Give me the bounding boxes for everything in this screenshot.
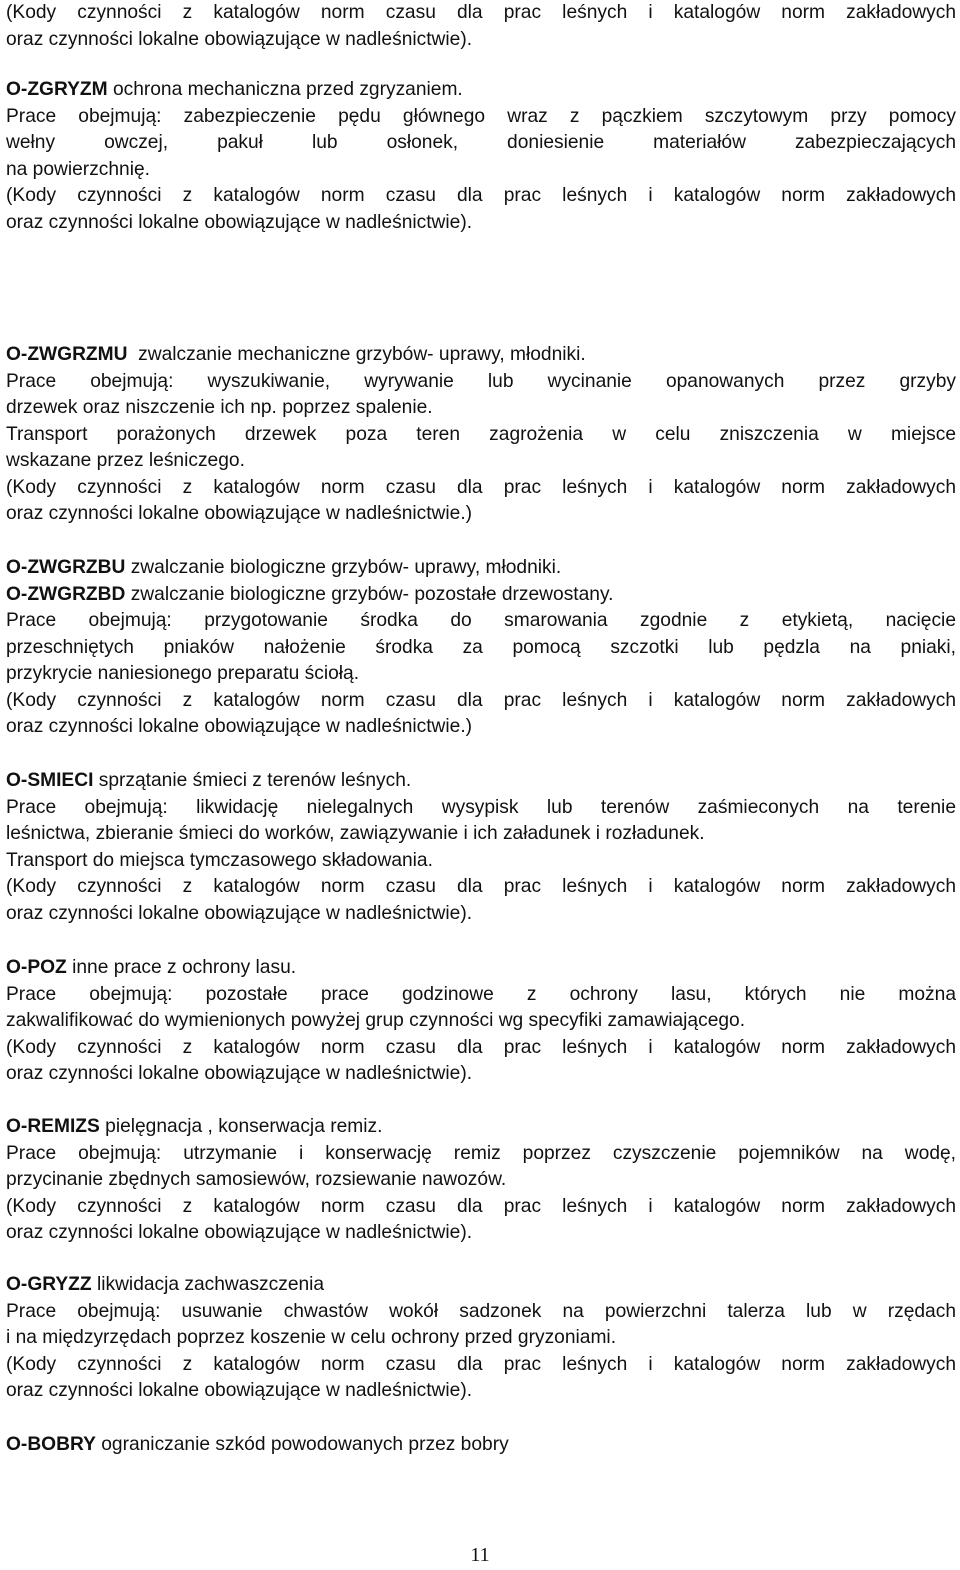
section-heading [6,1432,956,1459]
kody-note-top [6,0,956,53]
body-line: Prace obejmują: przygotowanie środka do smarowania zgodnie z etykietą, nacięcie [6,610,956,631]
body-line: Prace obejmują: pozostałe prace godzinowe z ochrony lasu, których nie można [6,983,956,1005]
body-line: Prace obejmują: zabezpieczenie pędu głównego wraz z pączkiem szczytowym przy pomocy [6,105,956,127]
section-o-remizs [6,1114,956,1247]
section-heading [6,1114,956,1141]
body-line: (Kody czynności z katalogów norm czasu dla prac leśnych i katalogów norm zakładowych [6,476,956,498]
body-line: Prace obejmują: utrzymanie i konserwację remiz poprzez czyszczenie pojemników na wodę, [6,1142,956,1164]
section-o-zgryzm [6,77,956,236]
body-line: Transport do miejsca tymczasowego składowania. [6,849,433,871]
section-title: ograniczanie szkód powodowanych przez bobry [95,1434,509,1455]
section-code: O-SMIECI [6,770,94,791]
section-title: sprzątanie śmieci z terenów leśnych. [93,770,412,791]
section-code: O-BOBRY [6,1434,96,1455]
section-o-bobry [6,1432,956,1459]
section-title: pielęgnacja , konserwacja remiz. [99,1116,383,1137]
body-line: przeschniętych pniaków nałożenie środka za pomocą szczotki lub pędzla na pniaki, [6,636,956,658]
body-line: Prace obejmują: usuwanie chwastów wokół sadzonek na powierzchni talerza lub w rzędach [6,1300,956,1322]
section-code: O-ZWGRZMU [6,344,128,365]
section-title: inne prace z ochrony lasu. [66,957,297,978]
section-title: zwalczanie biologiczne grzybów- uprawy, młodniki. [125,557,562,578]
body-line: oraz czynności lokalne obowiązujące w nadleśnictwie). [6,902,473,924]
body-line: oraz czynności lokalne obowiązujące w nadleśnictwie). [6,1380,473,1401]
body-line: i na międzyrzędach poprzez koszenie w celu ochrony przed gryzoniami. [6,1327,617,1348]
body-line: wełny owczej, pakuł lub osłonek, doniesienie materiałów zabezpieczających [6,132,956,153]
body-line: Prace obejmują: likwidację nielegalnych wysypisk lub terenów zaśmieconych na terenie [6,796,956,818]
section-heading [6,555,956,582]
body-line: (Kody czynności z katalogów norm czasu dla prac leśnych i katalogów norm zakładowych [6,876,956,897]
section-title: likwidacja zachwaszczenia [91,1274,325,1295]
section-title: ochrona mechaniczna przed zgryzaniem. [107,79,463,100]
body-line: oraz czynności lokalne obowiązujące w nadleśnictwie). [6,1222,473,1243]
page-number: 11 [470,1544,490,1566]
body-line: przykrycie naniesionego preparatu ściołą. [6,663,360,684]
body-line: oraz czynności lokalne obowiązujące w nadleśnictwie). [6,211,473,233]
section-title: zwalczanie biologiczne grzybów- pozostałe drzewostany. [125,583,614,605]
section-code: O-GRYZZ [6,1274,92,1295]
body-line: oraz czynności lokalne obowiązujące w nadleśnictwie.) [6,716,473,737]
section-o-zwgrzmu [6,342,956,528]
section-code: O-ZWGRZBU [6,557,126,578]
section-o-smieci [6,768,956,927]
body-line: wskazane przez leśniczego. [6,450,245,471]
body-line: (Kody czynności z katalogów norm czasu dla prac leśnych i katalogów norm zakładowych [6,185,956,206]
body-line: oraz czynności lokalne obowiązujące w nadleśnictwie.) [6,503,473,524]
body-line: (Kody czynności z katalogów norm czasu dla prac leśnych i katalogów norm zakładowych [6,1353,956,1375]
section-heading [6,77,956,104]
body-line: Transport porażonych drzewek poza teren zagrożenia w celu zniszczenia w miejsce [6,423,956,445]
body-line: (Kody czynności z katalogów norm czasu dla prac leśnych i katalogów norm zakładowych [6,1036,956,1058]
body-line: (Kody czynności z katalogów norm czasu dla prac leśnych i katalogów norm zakładowych [6,689,956,711]
section-o-poz [6,955,956,1088]
section-heading [6,342,956,369]
section-heading [6,768,956,795]
section-code: O-ZWGRZBD [6,583,126,605]
body-line: przycinanie zbędnych samosiewów, rozsiewanie nawozów. [6,1169,507,1190]
section-o-gryzz [6,1272,956,1405]
body-line: oraz czynności lokalne obowiązujące w nadleśnictwie). [6,1063,473,1084]
body-line: (Kody czynności z katalogów norm czasu dla prac leśnych i katalogów norm zakładowych [6,1195,956,1217]
body-line: na powierzchnię. [6,158,150,180]
body-line: oraz czynności lokalne obowiązujące w nadleśnictwie). [6,28,473,50]
body-line: leśnictwa, zbieranie śmieci do worków, zawiązywanie i ich załadunek i rozładunek. [6,823,705,844]
section-code: O-ZGRYZM [6,79,108,100]
section-code: O-REMIZS [6,1116,100,1137]
body-line: (Kody czynności z katalogów norm czasu dla prac leśnych i katalogów norm zakładowych [6,2,956,23]
section-heading [6,582,956,609]
section-title: zwalczanie mechaniczne grzybów- uprawy, młodniki. [127,344,586,365]
body-line: zakwalifikować do wymienionych powyżej grup czynności wg specyfiki zamawiającego. [6,1010,746,1031]
section-heading [6,1272,956,1299]
section-code: O-POZ [6,957,67,978]
section-heading [6,955,956,982]
section-o-zwgrzbu-zwgrzbd [6,555,956,741]
body-line: drzewek oraz niszczenie ich np. poprzez spalenie. [6,397,433,418]
body-line: Prace obejmują: wyszukiwanie, wyrywanie lub wycinanie opanowanych przez grzyby [6,370,956,392]
